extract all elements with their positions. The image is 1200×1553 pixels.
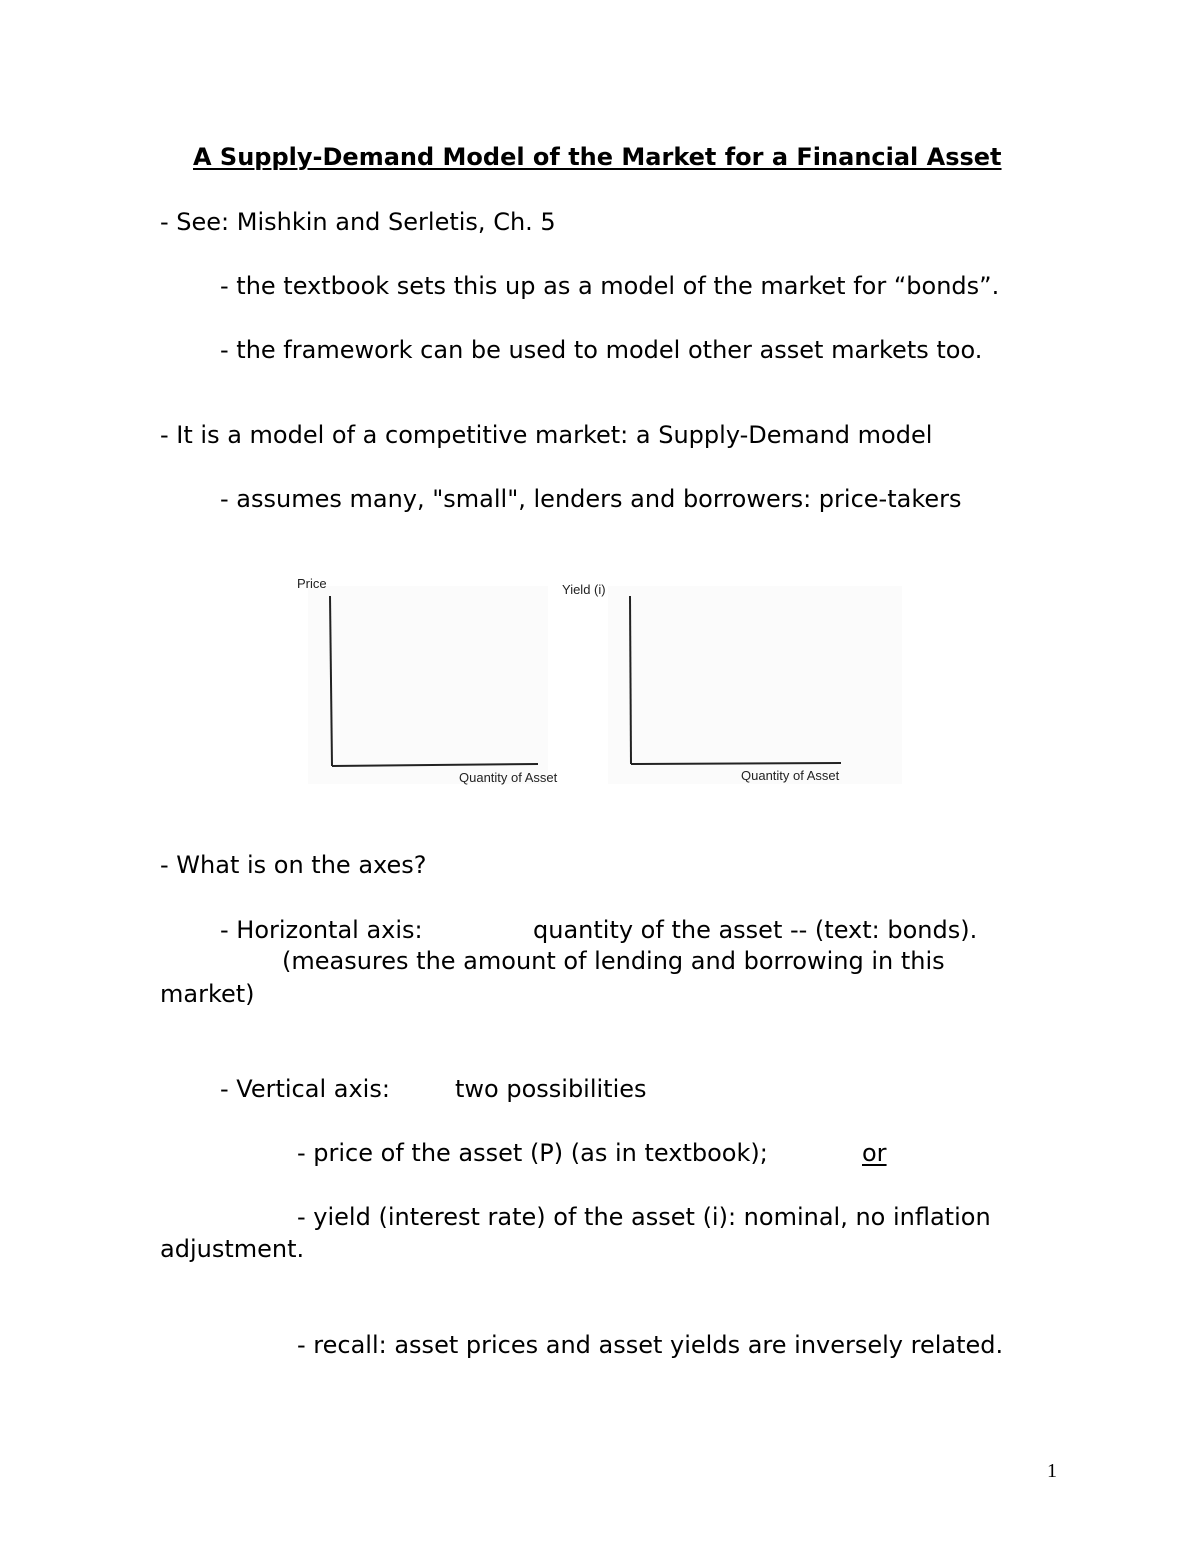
horizontal-axis-value: quantity of the asset -- (text: bonds).	[533, 916, 978, 944]
horizontal-axis-label: - Horizontal axis:	[220, 916, 423, 944]
left-quantity-axis-label: Quantity of Asset	[459, 770, 558, 785]
right-quantity-axis-line	[631, 763, 841, 764]
measures-note-line2: market)	[160, 980, 255, 1008]
price-axis-label: Price	[297, 576, 327, 591]
page-number: 1	[1047, 1460, 1057, 1482]
price-takers-line: - assumes many, "small", lenders and borrowers: price-takers	[220, 485, 962, 513]
axes-figure	[290, 570, 910, 795]
recall-line: - recall: asset prices and asset yields are inversely related.	[297, 1331, 1004, 1359]
yield-axis-line	[630, 596, 631, 764]
axes-svg	[290, 570, 910, 795]
vertical-axis-value: two possibilities	[455, 1075, 647, 1103]
yield-option-line2: adjustment.	[160, 1235, 305, 1263]
framework-note: - the framework can be used to model other asset markets too.	[220, 336, 983, 364]
competitive-market-line: - It is a model of a competitive market: a Supply-Demand model	[160, 421, 933, 449]
yield-option-line1: - yield (interest rate) of the asset (i): nominal, no inflation	[297, 1203, 991, 1231]
axes-question: - What is on the axes?	[160, 851, 427, 879]
right-quantity-axis-label: Quantity of Asset	[741, 768, 840, 783]
textbook-note: - the textbook sets this up as a model of the market for “bonds”.	[220, 272, 1000, 300]
measures-note-line1: (measures the amount of lending and borrowing in this	[282, 947, 945, 975]
price-option: - price of the asset (P) (as in textbook);	[297, 1139, 768, 1167]
vertical-axis-label: - Vertical axis:	[220, 1075, 390, 1103]
page-title: A Supply-Demand Model of the Market for a Financial Asset	[193, 143, 1002, 171]
yield-axis-label: Yield (i)	[562, 582, 606, 597]
or-underlined: or	[862, 1139, 887, 1167]
reference-line: - See: Mishkin and Serletis, Ch. 5	[160, 208, 556, 236]
